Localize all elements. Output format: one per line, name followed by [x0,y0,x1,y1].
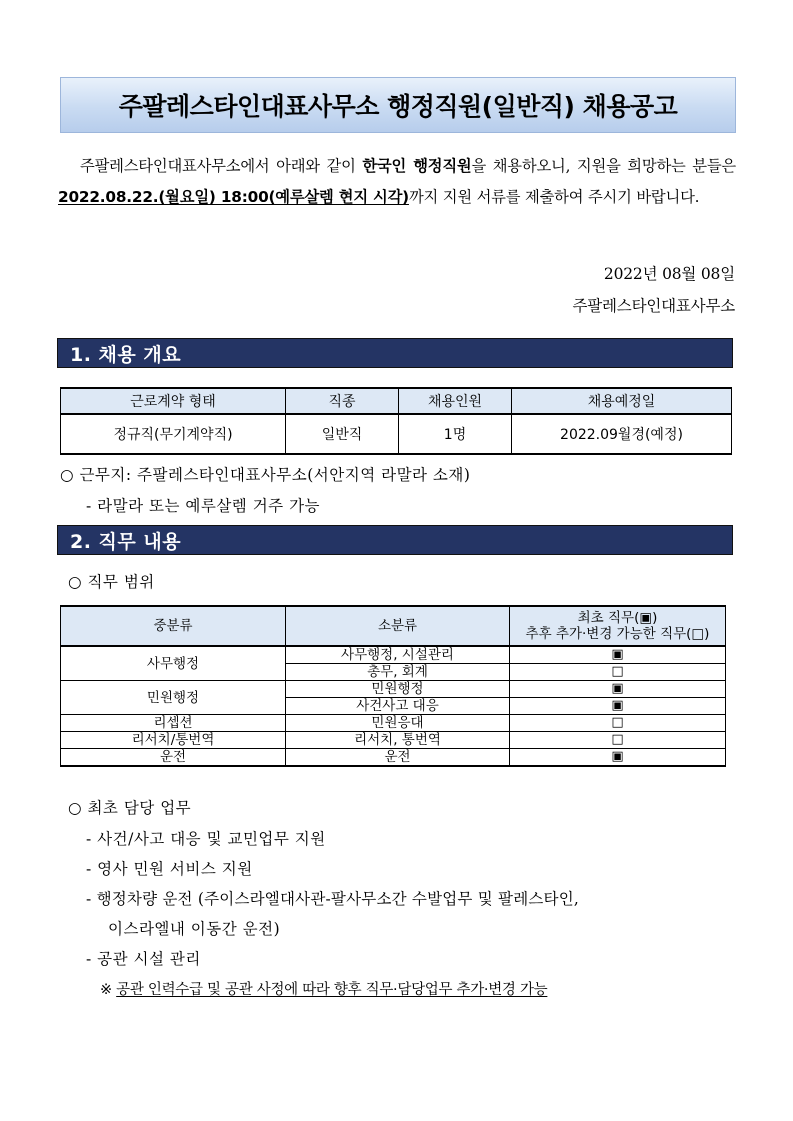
issuer-name: 주팔레스타인대표사무소 [572,297,735,315]
intro-bold-position: 한국인 행정직원 [362,157,472,175]
duty-future-label: 추후 추가·변경 가능한 직무(□) [525,626,710,642]
cell-category: 운전 [61,749,286,767]
col-header-category: 중분류 [61,606,286,646]
col-header-job-type: 직종 [286,388,399,414]
notice-date: 2022년 08월 08일 [603,265,735,283]
cell-category: 민원행정 [61,681,286,715]
cell-duty-mark: □ [510,664,726,681]
cell-contract: 정규직(무기계약직) [61,414,286,454]
deadline-note: (예루살렘 현지 시각) [268,188,409,206]
table-row [61,414,732,454]
cell-category: 리셉션 [61,715,286,732]
table-row [61,646,726,664]
job-scope-table [60,605,726,767]
workplace-line: ○ 근무지: 주팔레스타인대표사무소(서안지역 라말라 소재) [60,466,471,484]
cell-duty-mark: ▣ [510,681,726,698]
intro-text-2: 을 채용하오니, 지원을 희망하는 분들은 [471,157,736,175]
note-line [100,978,547,999]
cell-category: 사무행정 [61,646,286,681]
residence-line: - 라말라 또는 예루살렘 거주 가능 [86,497,321,515]
cell-subcategory: 민원행정 [286,681,510,698]
duty-item: - 행정차량 운전 (주이스라엘대사관-팔사무소간 수발업무 및 팔레스타인, [86,890,580,908]
duty-item-continued: 이스라엘내 이동간 운전) [108,920,281,938]
duty-item: - 공관 시설 관리 [86,950,201,968]
scope-heading: ○ 직무 범위 [68,573,155,591]
cell-subcategory: 사무행정, 시설관리 [286,646,510,664]
col-header-contract: 근로계약 형태 [61,388,286,414]
intro-paragraph [58,151,736,213]
deadline-date: 2022.08.22.(월요일) 18:00 [58,188,269,206]
section-1-header: 1. 채용 개요 [57,338,733,368]
duty-initial-label: 최초 직무(▣) [577,610,658,626]
note-text: 공관 인력수급 및 공관 사정에 따라 향후 직무·담당업무 추가·변경 가능 [116,982,548,998]
cell-start-date: 2022.09월경(예정) [512,414,732,454]
col-header-headcount: 채용인원 [399,388,512,414]
cell-duty-mark: ▣ [510,749,726,767]
cell-job-type: 일반직 [286,414,399,454]
section-2-header: 2. 직무 내용 [57,525,733,555]
table-row [61,749,726,767]
duties-heading: ○ 최초 담당 업무 [68,799,192,817]
cell-duty-mark: □ [510,732,726,749]
cell-duty-mark: ▣ [510,698,726,715]
cell-subcategory: 사건사고 대응 [286,698,510,715]
duty-item: - 영사 민원 서비스 지원 [86,860,253,878]
cell-subcategory: 총무, 회계 [286,664,510,681]
note-mark: ※ [100,982,112,998]
cell-category: 리서치/통번역 [61,732,286,749]
cell-subcategory: 민원응대 [286,715,510,732]
table-row [61,715,726,732]
col-header-start-date: 채용예정일 [512,388,732,414]
cell-subcategory: 리서치, 통번역 [286,732,510,749]
cell-headcount: 1명 [399,414,512,454]
page-title: 주팔레스타인대표사무소 행정직원(일반직) 채용공고 [60,77,736,133]
intro-text-1: 주팔레스타인대표사무소에서 아래와 같이 [80,157,363,175]
recruitment-summary-table [60,387,732,455]
table-row [61,732,726,749]
duty-item: - 사건/사고 대응 및 교민업무 지원 [86,830,326,848]
intro-text-3: 까지 지원 서류를 제출하여 주시기 바랍니다. [408,188,700,206]
cell-subcategory: 운전 [286,749,510,767]
table-row [61,681,726,698]
col-header-subcategory: 소분류 [286,606,510,646]
cell-duty-mark: ▣ [510,646,726,664]
col-header-duty-type [510,606,726,646]
cell-duty-mark: □ [510,715,726,732]
